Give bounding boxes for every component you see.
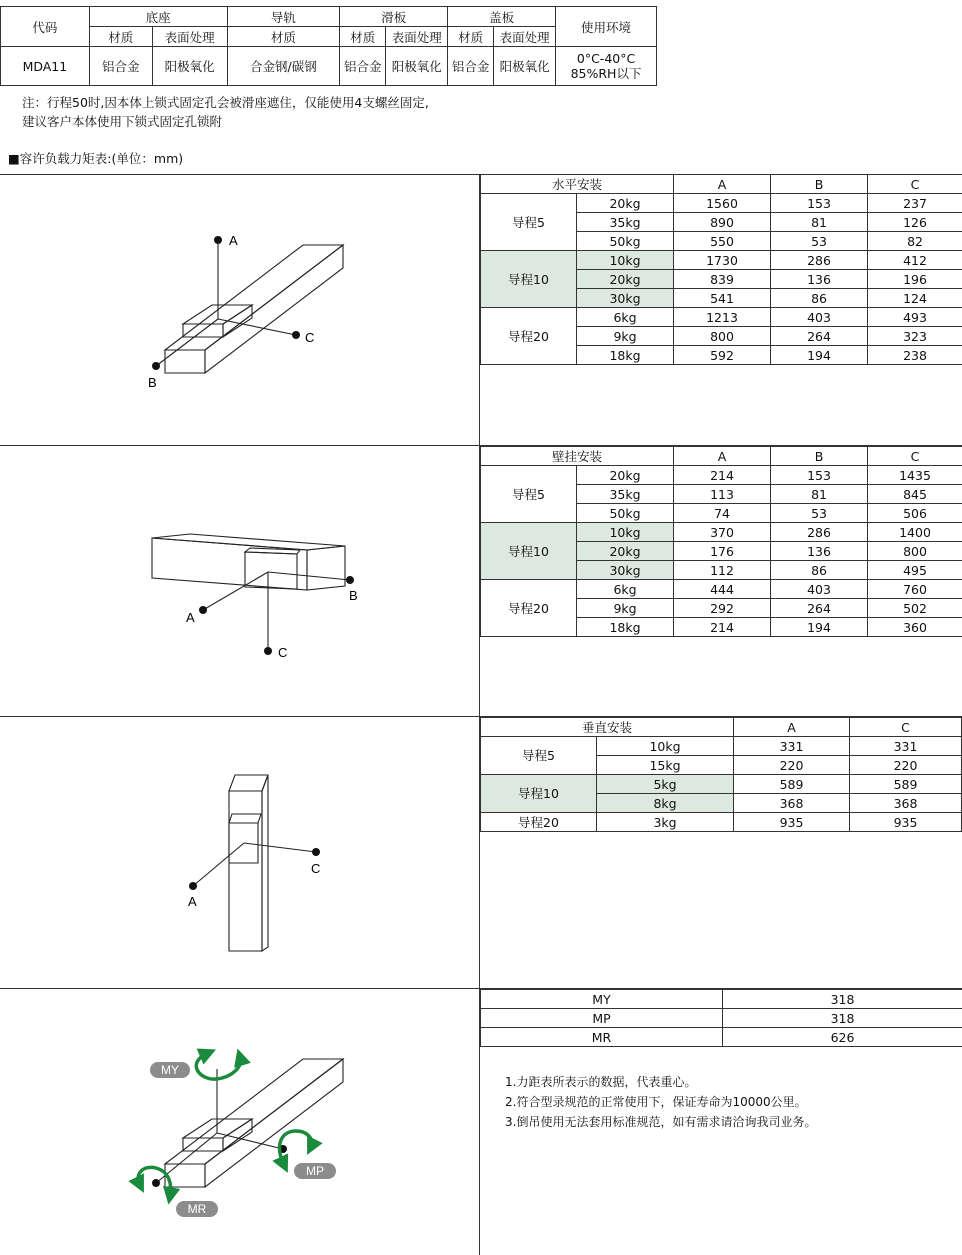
moment-value: 136 bbox=[771, 270, 868, 289]
mp-badge: MP bbox=[306, 1164, 324, 1178]
moment-value: 112 bbox=[674, 561, 771, 580]
moment-value: 800 bbox=[674, 327, 771, 346]
moment-value: 194 bbox=[771, 346, 868, 365]
lead-label: 导程5 bbox=[481, 737, 597, 775]
moment-value: 845 bbox=[868, 485, 962, 504]
cell: 合金钢/碳钢 bbox=[227, 47, 340, 86]
moment-table bbox=[480, 989, 962, 1047]
moment-value: 839 bbox=[674, 270, 771, 289]
load-weight: 9kg bbox=[577, 599, 674, 618]
load-weight: 5kg bbox=[597, 775, 734, 794]
load-weight: 35kg bbox=[577, 485, 674, 504]
subheader: 材质 bbox=[89, 27, 152, 47]
load-weight: 20kg bbox=[577, 466, 674, 485]
moment-value: 403 bbox=[771, 308, 868, 327]
subheader: 材质 bbox=[340, 27, 386, 47]
remark: 1.力距表所表示的数据，代表重心。 bbox=[505, 1075, 697, 1089]
remarks bbox=[505, 1072, 816, 1132]
axis-a-label: A bbox=[186, 610, 195, 625]
column-header: B bbox=[771, 175, 868, 194]
moment-value: 176 bbox=[674, 542, 771, 561]
moment-value: 368 bbox=[850, 794, 962, 813]
moment-value: 82 bbox=[868, 232, 962, 251]
my-badge: MY bbox=[161, 1063, 179, 1077]
load-weight: 18kg bbox=[577, 618, 674, 637]
note bbox=[22, 93, 429, 131]
lead-label: 导程10 bbox=[481, 523, 577, 580]
load-weight: 8kg bbox=[597, 794, 734, 813]
moment-value: 493 bbox=[868, 308, 962, 327]
moment-value: 153 bbox=[771, 466, 868, 485]
column-header: B bbox=[771, 447, 868, 466]
wall-load-table bbox=[480, 446, 962, 637]
lead-label: 导程5 bbox=[481, 194, 577, 251]
moment-value: 890 bbox=[674, 213, 771, 232]
header-rail: 导轨 bbox=[227, 7, 340, 27]
load-weight: 50kg bbox=[577, 232, 674, 251]
moment-value: 113 bbox=[674, 485, 771, 504]
moment-value: 412 bbox=[868, 251, 962, 270]
moment-value: 286 bbox=[771, 251, 868, 270]
table-title: 水平安装 bbox=[481, 175, 674, 194]
header-base: 底座 bbox=[89, 7, 227, 27]
load-weight: 20kg bbox=[577, 270, 674, 289]
moment-value: 196 bbox=[868, 270, 962, 289]
moment-value: 53 bbox=[771, 232, 868, 251]
moment-value: 935 bbox=[850, 813, 962, 832]
moment-value: 403 bbox=[771, 580, 868, 599]
subheader: 材质 bbox=[227, 27, 340, 47]
axis-c-label: C bbox=[278, 645, 288, 660]
moment-value: 506 bbox=[868, 504, 962, 523]
moment-value: 331 bbox=[850, 737, 962, 756]
lead-label: 导程5 bbox=[481, 466, 577, 523]
moment-value: 136 bbox=[771, 542, 868, 561]
moment-name: MR bbox=[481, 1028, 723, 1047]
moment-value: 1213 bbox=[674, 308, 771, 327]
axis-b-label: B bbox=[148, 375, 157, 390]
axis-a-label: A bbox=[229, 233, 238, 248]
section-title: ■容许负载力矩表:(单位：mm) bbox=[8, 151, 184, 166]
env-value bbox=[556, 47, 657, 86]
code-value: MDA11 bbox=[1, 47, 90, 86]
axis-a-label: A bbox=[188, 894, 197, 909]
moment-value: 541 bbox=[674, 289, 771, 308]
subheader: 表面处理 bbox=[152, 27, 227, 47]
column-header: A bbox=[674, 447, 771, 466]
moment-value: 81 bbox=[771, 485, 868, 504]
cell: 铝合金 bbox=[89, 47, 152, 86]
moment-value: 292 bbox=[674, 599, 771, 618]
header-cover: 盖板 bbox=[448, 7, 556, 27]
moment-value: 238 bbox=[868, 346, 962, 365]
moment-value: 360 bbox=[868, 618, 962, 637]
note-line-2: 建议客户本体使用下锁式固定孔锁附 bbox=[22, 114, 223, 129]
cell: 铝合金 bbox=[340, 47, 386, 86]
moment-value: 760 bbox=[868, 580, 962, 599]
header-code: 代码 bbox=[1, 7, 90, 47]
spec-table bbox=[0, 6, 657, 86]
moment-value: 286 bbox=[771, 523, 868, 542]
moment-value: 237 bbox=[868, 194, 962, 213]
column-header: A bbox=[674, 175, 771, 194]
axis-b-label: B bbox=[349, 588, 358, 603]
moment-value: 331 bbox=[734, 737, 850, 756]
load-weight: 10kg bbox=[577, 523, 674, 542]
load-weight: 30kg bbox=[577, 289, 674, 308]
axis-c-label: C bbox=[311, 861, 321, 876]
remark: 2.符合型录规范的正常使用下，保证寿命为10000公里。 bbox=[505, 1095, 807, 1109]
moment-value: 264 bbox=[771, 599, 868, 618]
mr-badge: MR bbox=[187, 1202, 207, 1216]
moment-name: MY bbox=[481, 990, 723, 1009]
cell: 阳极氧化 bbox=[386, 47, 448, 86]
lead-label: 导程20 bbox=[481, 580, 577, 637]
moment-value: 53 bbox=[771, 504, 868, 523]
load-weight: 3kg bbox=[597, 813, 734, 832]
load-weight: 10kg bbox=[597, 737, 734, 756]
moment-value: 1730 bbox=[674, 251, 771, 270]
moment-value: 86 bbox=[771, 289, 868, 308]
load-weight: 15kg bbox=[597, 756, 734, 775]
lead-label: 导程20 bbox=[481, 308, 577, 365]
moment-diagram bbox=[0, 989, 478, 1255]
column-header: C bbox=[868, 447, 962, 466]
load-weight: 10kg bbox=[577, 251, 674, 270]
moment-value: 626 bbox=[723, 1028, 962, 1047]
horizontal-mount-diagram bbox=[0, 175, 478, 444]
moment-value: 220 bbox=[850, 756, 962, 775]
moment-value: 318 bbox=[723, 1009, 962, 1028]
cell: 阳极氧化 bbox=[494, 47, 556, 86]
subheader: 材质 bbox=[448, 27, 494, 47]
moment-value: 214 bbox=[674, 466, 771, 485]
moment-value: 74 bbox=[674, 504, 771, 523]
moment-value: 589 bbox=[734, 775, 850, 794]
moment-value: 1435 bbox=[868, 466, 962, 485]
moment-value: 368 bbox=[734, 794, 850, 813]
moment-value: 502 bbox=[868, 599, 962, 618]
moment-value: 1400 bbox=[868, 523, 962, 542]
moment-value: 550 bbox=[674, 232, 771, 251]
subheader: 表面处理 bbox=[494, 27, 556, 47]
load-weight: 20kg bbox=[577, 542, 674, 561]
moment-value: 124 bbox=[868, 289, 962, 308]
moment-value: 318 bbox=[723, 990, 962, 1009]
moment-value: 1560 bbox=[674, 194, 771, 213]
moment-value: 220 bbox=[734, 756, 850, 775]
load-weight: 6kg bbox=[577, 580, 674, 599]
table-title: 壁挂安装 bbox=[481, 447, 674, 466]
moment-value: 323 bbox=[868, 327, 962, 346]
moment-name: MP bbox=[481, 1009, 723, 1028]
column-header: A bbox=[734, 718, 850, 737]
moment-value: 81 bbox=[771, 213, 868, 232]
load-weight: 50kg bbox=[577, 504, 674, 523]
lead-label: 导程10 bbox=[481, 251, 577, 308]
moment-value: 194 bbox=[771, 618, 868, 637]
vertical-mount-diagram bbox=[0, 717, 478, 987]
load-weight: 35kg bbox=[577, 213, 674, 232]
load-weight: 20kg bbox=[577, 194, 674, 213]
env-temp: 0°C-40°C bbox=[576, 51, 636, 66]
moment-value: 86 bbox=[771, 561, 868, 580]
load-weight: 30kg bbox=[577, 561, 674, 580]
moment-value: 370 bbox=[674, 523, 771, 542]
moment-value: 214 bbox=[674, 618, 771, 637]
lead-label: 导程20 bbox=[481, 813, 597, 832]
subheader: 表面处理 bbox=[386, 27, 448, 47]
load-weight: 18kg bbox=[577, 346, 674, 365]
moment-value: 126 bbox=[868, 213, 962, 232]
load-weight: 6kg bbox=[577, 308, 674, 327]
header-env: 使用环境 bbox=[556, 7, 657, 47]
remark: 3.倒吊使用无法套用标准规范，如有需求请洽询我司业务。 bbox=[505, 1115, 817, 1129]
moment-value: 935 bbox=[734, 813, 850, 832]
table-title: 垂直安装 bbox=[481, 718, 734, 737]
vertical-load-table bbox=[480, 717, 962, 832]
moment-value: 800 bbox=[868, 542, 962, 561]
cell: 阳极氧化 bbox=[152, 47, 227, 86]
moment-value: 264 bbox=[771, 327, 868, 346]
moment-value: 495 bbox=[868, 561, 962, 580]
moment-value: 592 bbox=[674, 346, 771, 365]
header-slider: 滑板 bbox=[340, 7, 448, 27]
cell: 铝合金 bbox=[448, 47, 494, 86]
load-weight: 9kg bbox=[577, 327, 674, 346]
wall-mount-diagram bbox=[0, 446, 478, 715]
lead-label: 导程10 bbox=[481, 775, 597, 813]
column-header: C bbox=[868, 175, 962, 194]
moment-value: 153 bbox=[771, 194, 868, 213]
axis-c-label: C bbox=[305, 330, 315, 345]
moment-value: 589 bbox=[850, 775, 962, 794]
note-line-1: 注：行程50时,因本体上锁式固定孔会被滑座遮住，仅能使用4支螺丝固定, bbox=[22, 95, 429, 110]
horizontal-load-table bbox=[480, 174, 962, 365]
column-header: C bbox=[850, 718, 962, 737]
env-humidity: 85%RH以下 bbox=[570, 66, 642, 81]
moment-value: 444 bbox=[674, 580, 771, 599]
